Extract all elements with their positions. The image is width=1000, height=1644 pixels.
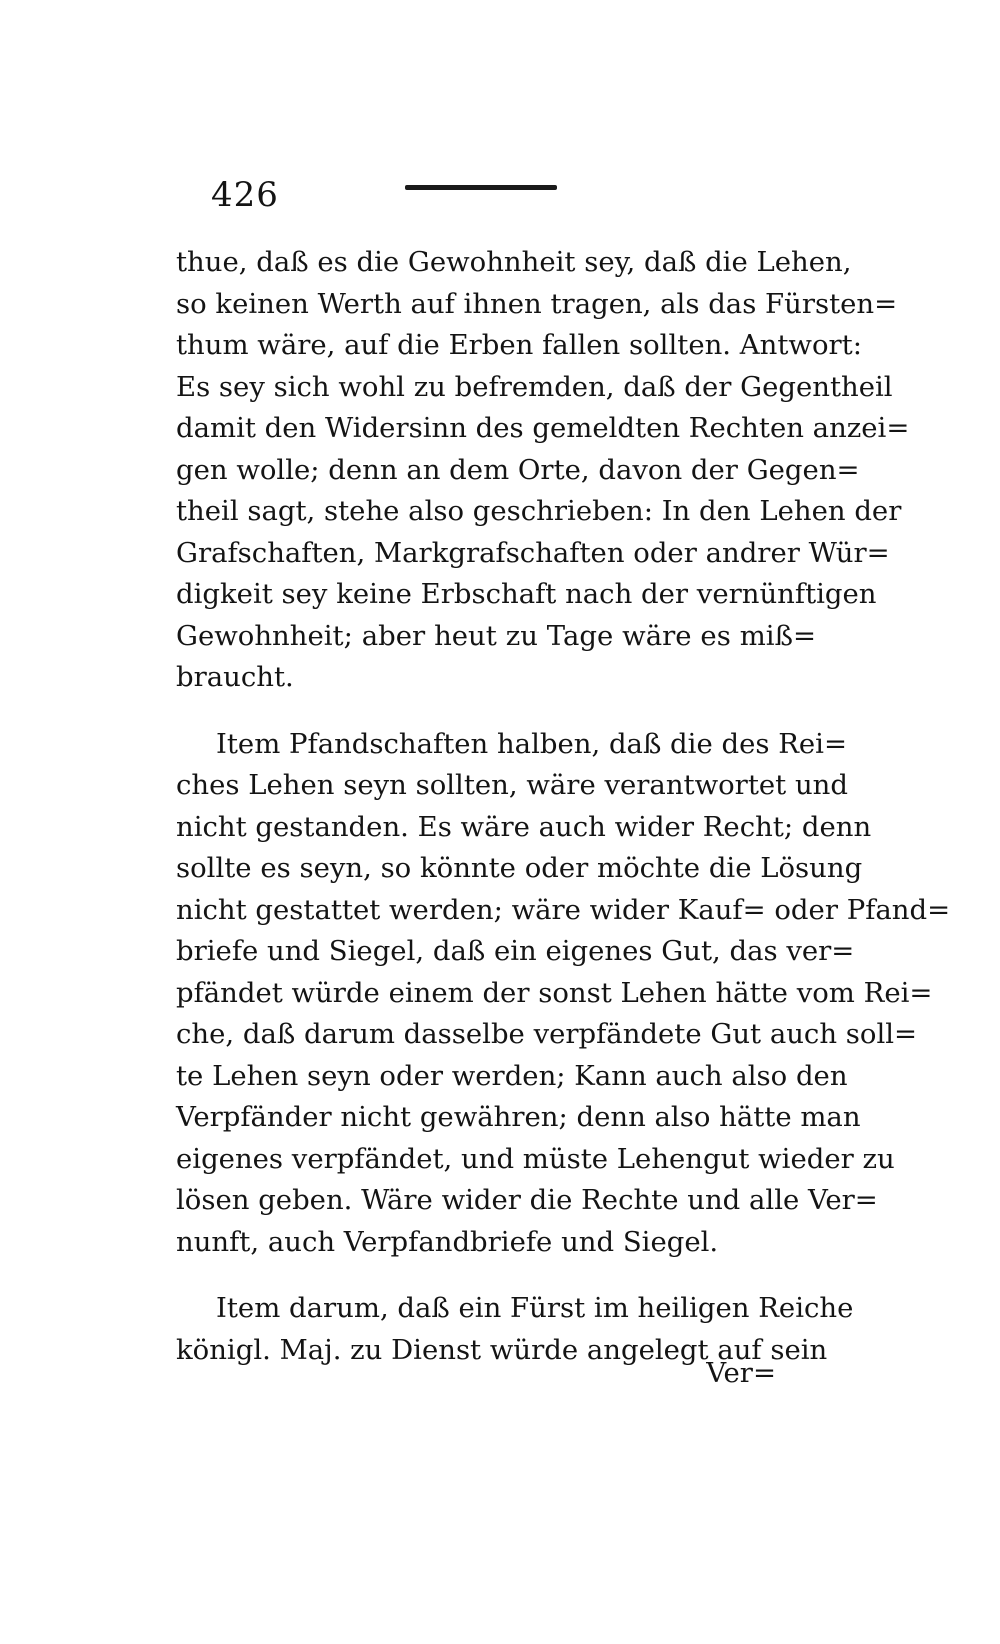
page-number: 426 [211, 175, 279, 215]
text-line: damit den Widersinn des gemeldten Rechten anzei= [176, 412, 910, 444]
text-line: Gewohnheit; aber heut zu Tage wäre es miß= [176, 619, 816, 652]
text-line: digkeit sey keine Erbschaft nach der vernünftigen [176, 578, 877, 610]
text-line: Grafschaften, Markgrafschaften oder andrer Wür= [176, 536, 890, 569]
text-line: Es sey sich wohl zu befremden, daß der Gegentheil [176, 370, 893, 403]
text-line: thum wäre, auf die Erben fallen sollten. Antwort: [176, 329, 862, 361]
text-line: Item Pfandschaften halben, daß die des Rei= [216, 727, 848, 760]
text-line: Item darum, daß ein Fürst im heiligen Reiche [216, 1292, 854, 1324]
text-line: che, daß darum dasselbe verpfändete Gut auch soll= [176, 1018, 918, 1050]
text-line: lösen geben. Wäre wider die Rechte und alle Ver= [176, 1184, 878, 1216]
text-line: pfändet würde einem der sonst Lehen hätte vom Rei= [176, 976, 933, 1009]
header-rule [405, 185, 557, 190]
body-text [176, 242, 951, 1371]
text-line: braucht. [176, 661, 294, 693]
text-line: so keinen Werth auf ihnen tragen, als das Fürsten= [176, 287, 898, 320]
text-line: ches Lehen seyn sollten, wäre verantwortet und [176, 769, 848, 801]
text-line: königl. Maj. zu Dienst würde angelegt auf sein [176, 1333, 828, 1366]
paragraph-gap [176, 699, 816, 724]
text-line: te Lehen seyn oder werden; Kann auch also den [176, 1059, 848, 1092]
text-line: briefe und Siegel, daß ein eigenes Gut, das ver= [176, 935, 855, 967]
catchword: Ver= [706, 1357, 776, 1389]
paragraph-2 [176, 724, 951, 1264]
text-line: thue, daß es die Gewohnheit sey, daß die Lehen, [176, 246, 852, 278]
text-line: theil sagt, stehe also geschrieben: In den Lehen der [176, 495, 902, 527]
paragraph-1 [176, 242, 910, 699]
text-line: eigenes verpfändet, und müste Lehengut wieder zu [176, 1142, 895, 1175]
text-line: Verpfänder nicht gewähren; denn also hätte man [176, 1101, 861, 1133]
text-line: nicht gestanden. Es wäre auch wider Recht; denn [176, 810, 872, 843]
text-line: sollte es seyn, so könnte oder möchte die Lösung [176, 852, 863, 884]
paragraph-gap [176, 1263, 816, 1288]
text-line: gen wolle; denn an dem Orte, davon der Gegen= [176, 453, 860, 486]
text-line: nunft, auch Verpfandbriefe und Siegel. [176, 1225, 719, 1258]
text-line: nicht gestattet werden; wäre wider Kauf= oder Pfand= [176, 893, 951, 926]
